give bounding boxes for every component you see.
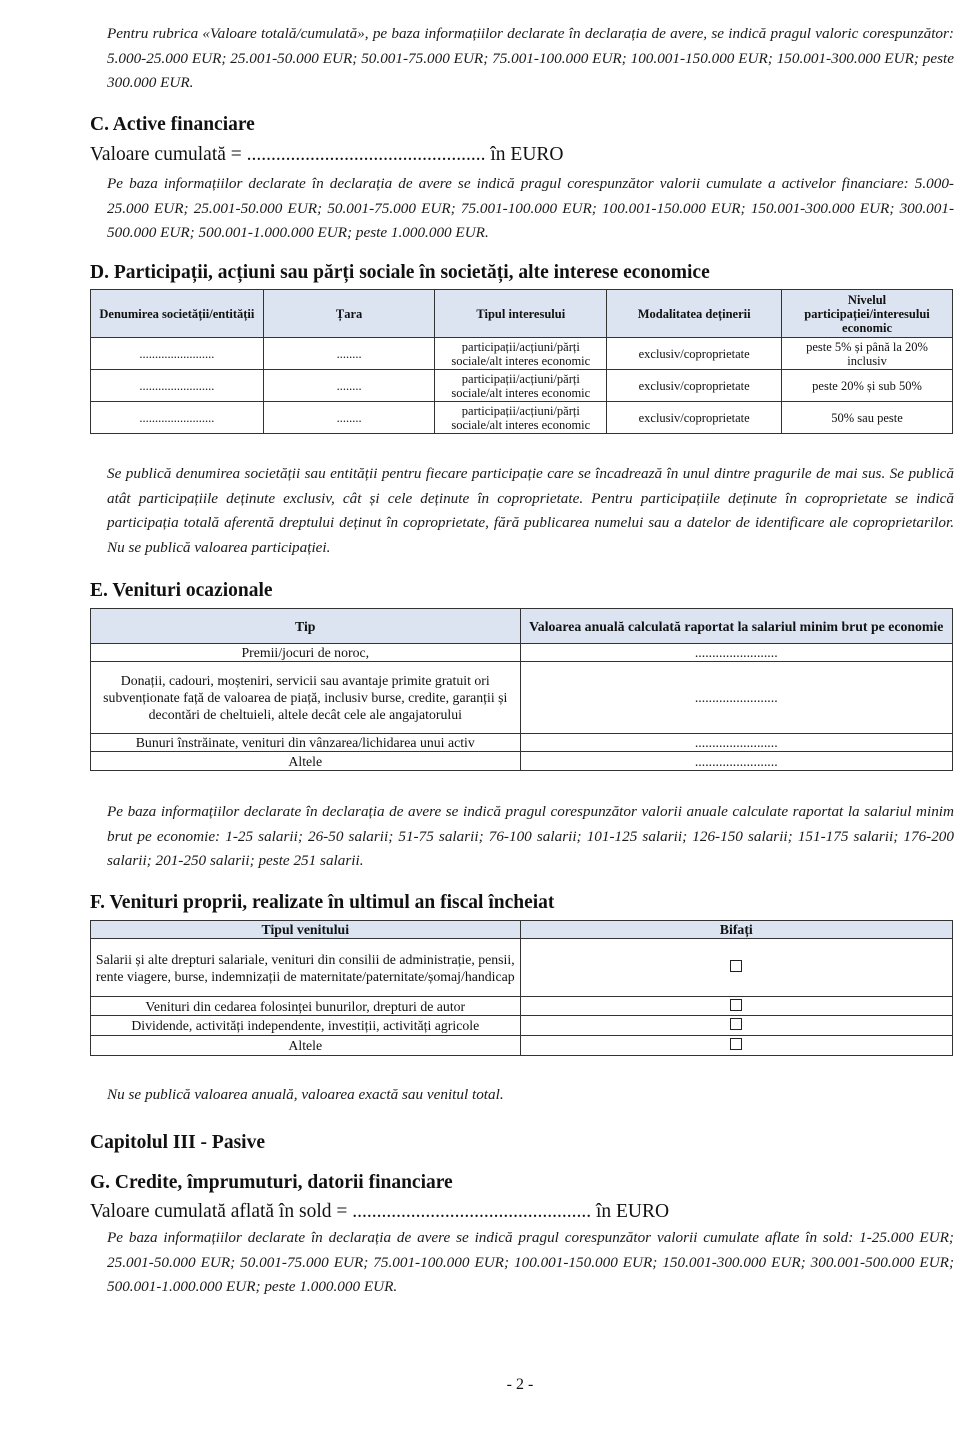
cell-interest-type: participații/acțiuni/părți sociale/alt interes economic: [435, 338, 607, 370]
table-row: [91, 1016, 953, 1036]
header-check: Bifați: [520, 921, 952, 939]
cell-value: ........................: [520, 662, 952, 734]
table-row: [91, 939, 953, 997]
cell-checkbox: [520, 1016, 952, 1036]
table-row: [91, 1036, 953, 1056]
cell-country: ........: [263, 370, 435, 402]
table-row: [91, 644, 953, 662]
table-row: [91, 402, 953, 434]
cell-type: Donații, cadouri, moșteniri, servicii sau avantaje primite gratuit ori subvenționate față de valoarea de piață, inclusiv burse, credite, garanții și decontări de cheltuieli, altele decât cele ale angajatorului: [91, 662, 521, 734]
cell-income-type: Altele: [91, 1036, 521, 1056]
table-row: [91, 662, 953, 734]
cell-type: Premii/jocuri de noroc,: [91, 644, 521, 662]
cell-checkbox: [520, 997, 952, 1016]
section-e-title: E. Venituri ocazionale: [90, 580, 273, 601]
header-interest-type: Tipul interesului: [435, 290, 607, 338]
own-income-table: [90, 920, 953, 1056]
cell-income-type: Dividende, activități independente, investiții, activități agricole: [91, 1016, 521, 1036]
cell-checkbox: [520, 939, 952, 997]
cell-value: ........................: [520, 644, 952, 662]
table-row: [91, 734, 953, 752]
cell-interest-type: participații/acțiuni/părți sociale/alt interes economic: [435, 370, 607, 402]
cell-holding-mode: exclusiv/coproprietate: [607, 402, 782, 434]
section-g-note: Pe baza informațiilor declarate în declarația de avere se indică pragul corespunzător valorii cumulate aflate în sold: 1-25.000 EUR; 25.001-50.000 EUR; 50.001-75.000 EUR; 75.001-100.000 EUR; 100.001-150.000 EUR; 150.001-300.000 EUR; 300.001-500.000 EUR; 500.001-1.000.000 EUR; peste 1.000.000 EUR.: [107, 1229, 954, 1295]
header-country: Țara: [263, 290, 435, 338]
table-header-row: [91, 290, 953, 338]
cell-value: ........................: [520, 752, 952, 771]
checkbox[interactable]: [730, 999, 742, 1011]
cell-level: peste 5% și până la 20% inclusiv: [782, 338, 953, 370]
section-g-value-line: Valoare cumulată aflată în sold = ................................................. în EURO: [90, 1201, 670, 1222]
header-income-type: Tipul venitului: [91, 921, 521, 939]
cell-holding-mode: exclusiv/coproprietate: [607, 370, 782, 402]
section-g-title: G. Credite, împrumuturi, datorii financiare: [90, 1172, 453, 1193]
table-header-row: [91, 921, 953, 939]
cell-type: Bunuri înstrăinate, venituri din vânzarea/lichidarea unui activ: [91, 734, 521, 752]
section-d-title: D. Participații, acțiuni sau părți sociale în societăți, alte interese economice: [90, 262, 710, 283]
table-row: [91, 338, 953, 370]
cell-value: ........................: [520, 734, 952, 752]
table-row: [91, 752, 953, 771]
cell-type: Altele: [91, 752, 521, 771]
section-f-title: F. Venituri proprii, realizate în ultimul an fiscal încheiat: [90, 892, 555, 913]
page-number: - 2 -: [506, 1376, 534, 1393]
cell-entity: ........................: [91, 402, 264, 434]
cell-interest-type: participații/acțiuni/părți sociale/alt interes economic: [435, 402, 607, 434]
chapter-title: Capitolul III - Pasive: [90, 1132, 265, 1153]
cell-level: 50% sau peste: [782, 402, 953, 434]
header-participation-level: Nivelul participației/interesului economic: [782, 290, 953, 338]
table-header-row: [91, 609, 953, 644]
cell-level: peste 20% și sub 50%: [782, 370, 953, 402]
header-holding-mode: Modalitatea deținerii: [607, 290, 782, 338]
section-d-note: Se publică denumirea societății sau entității pentru fiecare participație care se încadrează în unul dintre pragurile de mai sus. Se publică atât participațiile deținute exclusiv, cât și cele deținute în coproprietate. Pentru participațiile deținute în coproprietate se indică participația totală aferentă dreptului deținut în coproprietate, fără publicarea numelui sau a datelor de identificare ale coproprietarilor. Nu se publică valoarea participației.: [107, 465, 954, 556]
checkbox[interactable]: [730, 1038, 742, 1050]
cell-country: ........: [263, 338, 435, 370]
cell-entity: ........................: [91, 338, 264, 370]
section-e-note: Pe baza informațiilor declarate în declarația de avere se indică pragul corespunzător valorii anuale calculate raportat la salariul minim brut pe economie: 1-25 salarii; 26-50 salarii; 51-75 salarii; 76-100 salarii; 101-125 salarii; 126-150 salarii; 151-175 salarii; 176-200 salarii; 201-250 salarii; peste 251 salarii.: [107, 803, 954, 869]
checkbox[interactable]: [730, 1018, 742, 1030]
cell-holding-mode: exclusiv/coproprietate: [607, 338, 782, 370]
cell-entity: ........................: [91, 370, 264, 402]
cell-income-type: Venituri din cedarea folosinței bunurilor, drepturi de autor: [91, 997, 521, 1016]
occasional-income-table: [90, 608, 953, 771]
participations-table: [90, 289, 953, 434]
section-c-value-line: Valoare cumulată = ................................................. în EURO: [90, 144, 564, 165]
intro-note: Pentru rubrica «Valoare totală/cumulată», pe baza informațiilor declarate în declarația de avere, se indică pragul valoric corespunzător: 5.000-25.000 EUR; 25.001-50.000 EUR; 50.001-75.000 EUR; 75.001-100.000 EUR; 100.001-150.000 EUR; 150.001-300.000 EUR; peste 300.000 EUR.: [107, 25, 954, 91]
checkbox[interactable]: [730, 960, 742, 972]
header-annual-value: Valoarea anuală calculată raportat la salariul minim brut pe economie: [520, 609, 952, 644]
table-row: [91, 370, 953, 402]
header-type: Tip: [91, 609, 521, 644]
header-entity-name: Denumirea societății/entității: [91, 290, 264, 338]
section-c-title: C. Active financiare: [90, 114, 255, 135]
section-f-note: Nu se publică valoarea anuală, valoarea exactă sau venitul total.: [107, 1086, 504, 1103]
section-c-note: Pe baza informațiilor declarate în declarația de avere se indică pragul corespunzător valorii cumulate a activelor financiare: 5.000-25.000 EUR; 25.001-50.000 EUR; 50.001-75.000 EUR; 75.001-100.000 EUR; 100.001-150.000 EUR; 150.001-300.000 EUR; 300.001-500.000 EUR; 500.001-1.000.000 EUR; peste 1.000.000 EUR.: [107, 175, 954, 241]
table-row: [91, 997, 953, 1016]
cell-income-type: Salarii și alte drepturi salariale, venituri din consilii de administrație, pensii, rente viagere, burse, indemnizații de maternitate/paternitate/șomaj/handicap: [91, 939, 521, 997]
cell-country: ........: [263, 402, 435, 434]
cell-checkbox: [520, 1036, 952, 1056]
